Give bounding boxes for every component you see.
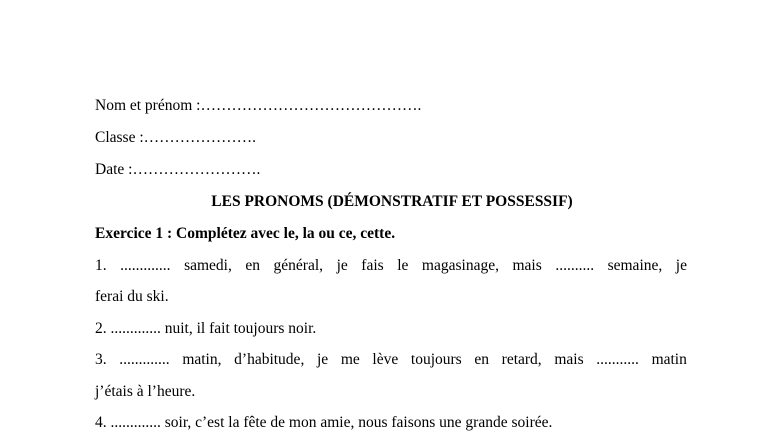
exercise-item-1-line-2: ferai du ski. (95, 288, 169, 305)
exercise-item-1-word: 1. (95, 257, 107, 274)
exercise-heading: Exercice 1 : Complétez avec le, la ou ce, cette. (95, 225, 396, 242)
exercise-item-1-word: semaine, (607, 257, 663, 274)
exercise-item-3-line-2: j’étais à l’heure. (95, 383, 196, 400)
exercise-item-3-word: je (316, 351, 329, 368)
exercise-item-1-word: général, (273, 257, 324, 274)
exercise-item-1-line-1 (95, 257, 687, 275)
exercise-item-1-word: magasinage, (421, 257, 499, 274)
date-field-label: Date :……………………. (95, 161, 261, 178)
exercise-item-1-word: le (397, 257, 409, 274)
exercise-item-3-line-1 (95, 351, 687, 369)
exercise-item-3-word: ............. (119, 351, 170, 368)
exercise-item-3-word: me (340, 351, 360, 368)
exercise-item-1-word: ............. (120, 257, 171, 274)
exercise-item-3-word: lève (372, 351, 399, 368)
exercise-item-3-word: mais (554, 351, 584, 368)
exercise-item-1-word: je (675, 257, 687, 274)
exercise-item-3-word: toujours (410, 351, 462, 368)
exercise-item-3-word: matin (651, 351, 687, 368)
exercise-item-3-word: retard, (501, 351, 542, 368)
exercise-item-4: 4. ............. soir, c’est la fête de mon amie, nous faisons une grande soirée. (95, 414, 553, 431)
exercise-item-3-word: 3. (95, 351, 107, 368)
exercise-item-1-word: samedi, (184, 257, 232, 274)
exercise-item-3-word: d’habitude, (234, 351, 305, 368)
exercise-item-1-word: fais (361, 257, 384, 274)
class-field-label: Classe :…………………. (95, 129, 257, 146)
name-field-label: Nom et prénom :……………………………………. (95, 97, 422, 114)
exercise-item-3-word: ........... (596, 351, 639, 368)
document-title: LES PRONOMS (DÉMONSTRATIF ET POSSESSIF) (211, 193, 573, 210)
exercise-item-3-word: en (474, 351, 490, 368)
exercise-item-1-word: mais (512, 257, 542, 274)
exercise-item-2: 2. ............. nuit, il fait toujours noir. (95, 320, 317, 337)
exercise-item-1-word: en (245, 257, 261, 274)
exercise-item-3-word: matin, (182, 351, 222, 368)
exercise-item-1-word: je (336, 257, 348, 274)
exercise-item-1-word: .......... (555, 257, 595, 274)
